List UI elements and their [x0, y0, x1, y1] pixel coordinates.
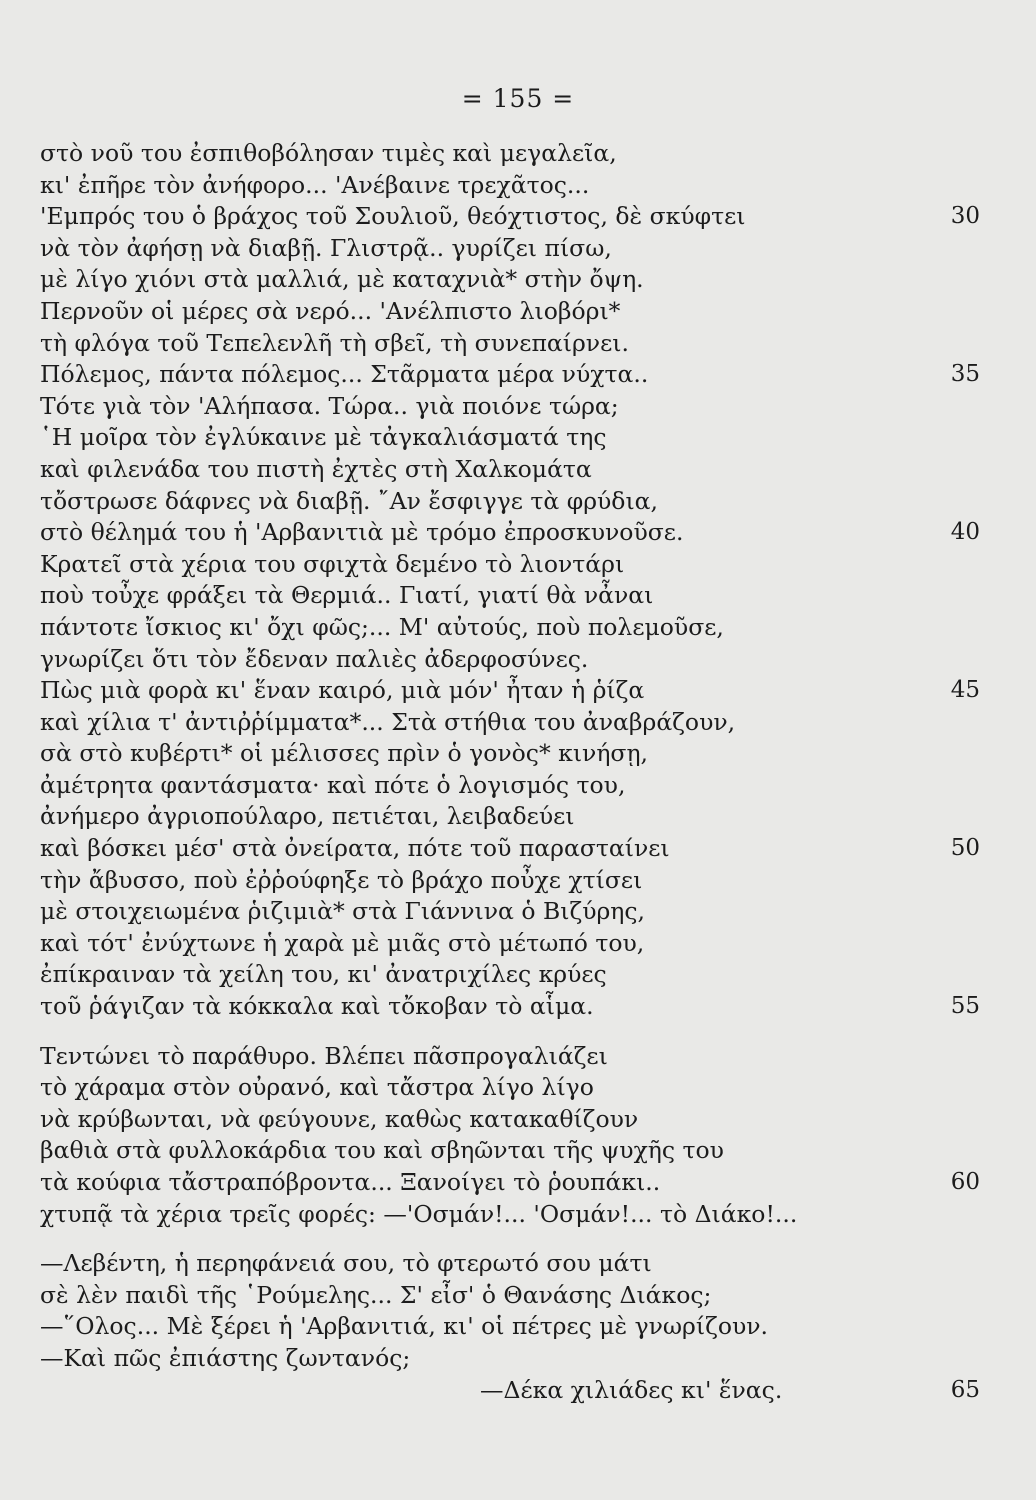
poem-line-text: ἀμέτρητα φαντάσματα· καὶ πότε ὁ λογισμός του, [40, 770, 626, 799]
poem-line [40, 264, 940, 296]
line-number: 55 [950, 993, 980, 1020]
poem-line [40, 738, 940, 770]
poem-line-text: Πὼς μιὰ φορὰ κι' ἕναν καιρό, μιὰ μόν' ἦταν ἡ ῥίζα [40, 676, 645, 705]
poem-line-text: νὰ κρύβωνται, νὰ φεύγουνε, καθὼς κατακαθίζουν [40, 1104, 639, 1133]
poem-line [40, 1343, 940, 1375]
poem-body [40, 138, 980, 1406]
line-number: 50 [950, 835, 980, 862]
poem-line [40, 707, 940, 739]
poem-line-text: πάντοτε ἴσκιος κι' ὄχι φῶς;... Μ' αὐτούς, ποὺ πολεμοῦσε, [40, 612, 724, 641]
poem-line [40, 1199, 940, 1231]
poem-line [40, 928, 940, 960]
poem-line-text: τὴν ἄβυσσο, ποὺ ἐῤῥούφηξε τὸ βράχο ποὖχε χτίσει [40, 865, 643, 894]
poem-line-text: βαθιὰ στὰ φυλλοκάρδια του καὶ σβηῶνται τῆς ψυχῆς του [40, 1136, 724, 1165]
poem-line [40, 1375, 980, 1407]
poem-line [40, 233, 940, 265]
poem-line [40, 549, 940, 581]
poem-line [40, 991, 980, 1023]
poem-line-text: Τότε γιὰ τὸν 'Αλήπασα. Τώρα.. γιὰ ποιόνε τώρα; [40, 391, 619, 420]
poem-line-text: καὶ τότ' ἐνύχτωνε ἡ χαρὰ μὲ μιᾶς στὸ μέτωπό του, [40, 928, 645, 957]
poem-line-text: ποὺ τοὖχε φράξει τὰ Θερμιά.. Γιατί, γιατί θὰ νἆναι [40, 581, 654, 610]
poem-line-text: —Καὶ πῶς ἐπιάστης ζωντανός; [40, 1343, 411, 1372]
line-number: 65 [950, 1376, 980, 1403]
poem-line [40, 959, 940, 991]
poem-line-text: —Λεβέντη, ἡ περηφάνειά σου, τὸ φτερωτό σου μάτι [40, 1249, 652, 1278]
poem-line-text: Πόλεμος, πάντα πόλεμος... Στᾶρματα μέρα νύχτα.. [40, 360, 649, 389]
poem-line [40, 580, 940, 612]
poem-line-text: ῾Η μοῖρα τὸν ἐγλύκαινε μὲ τἀγκαλιάσματά της [40, 423, 607, 452]
line-number: 35 [950, 361, 980, 388]
poem-line-text: μὲ λίγο χιόνι στὰ μαλλιά, μὲ καταχνιὰ* στὴν ὄψη. [40, 265, 644, 294]
poem-line [40, 328, 940, 360]
poem-line [40, 359, 980, 391]
poem-line [40, 675, 980, 707]
poem-line-text: νὰ τὸν ἀφήσῃ νὰ διαβῇ. Γλιστρᾷ.. γυρίζει πίσω, [40, 233, 612, 262]
poem-line [40, 1248, 940, 1280]
poem-line [40, 422, 940, 454]
poem-line [40, 1072, 940, 1104]
poem-line-text: —῞Ολος... Μὲ ξέρει ἡ 'Αρβανιτιά, κι' οἱ πέτρες μὲ γνωρίζουν. [40, 1312, 769, 1341]
poem-line-text: Κρατεῖ στὰ χέρια του σφιχτὰ δεμένο τὸ λιοντάρι [40, 549, 625, 578]
poem-line-text: γνωρίζει ὅτι τὸν ἔδεναν παλιὲς ἀδερφοσύνες. [40, 644, 589, 673]
poem-line-text: Τεντώνει τὸ παράθυρο. Βλέπει πᾶσπρογαλιάζει [40, 1041, 608, 1070]
poem-line-text: τὰ κούφια τἄστραπόβροντα... Ξανοίγει τὸ ῥουπάκι.. [40, 1168, 661, 1196]
poem-line [40, 644, 940, 676]
poem-line-text: σὰ στὸ κυβέρτι* οἱ μέλισσες πρὶν ὁ γονὸς* κινήσῃ, [40, 739, 649, 768]
poem-line-text: κι' ἐπῆρε τὸν ἀνήφορο... 'Ανέβαινε τρεχᾶτος... [40, 170, 590, 199]
poem-line-text: καὶ φιλενάδα του πιστὴ ἐχτὲς στὴ Χαλκομάτα [40, 454, 592, 483]
poem-line [40, 138, 940, 170]
poem-line [40, 1104, 940, 1136]
poem-line [40, 1041, 940, 1073]
line-number: 60 [950, 1169, 980, 1195]
poem-line-text: τὄστρωσε δάφνες νὰ διαβῇ. ῎Αν ἔσφιγγε τὰ φρύδια, [40, 486, 659, 515]
line-number: 45 [950, 677, 980, 704]
poem-line-text: καὶ βόσκει μέσ' στὰ ὀνείρατα, πότε τοῦ παρασταίνει [40, 834, 670, 863]
poem-line-text: ἀνήμερο ἀγριοπούλαρο, πετιέται, λειβαδεύει [40, 802, 575, 831]
poem-line-text: τὸ χάραμα στὸν οὐρανό, καὶ τἄστρα λίγο λίγο [40, 1073, 594, 1102]
poem-line [40, 896, 940, 928]
poem-line [40, 517, 980, 549]
poem-line [40, 612, 940, 644]
poem-line-text: χτυπᾷ τὰ χέρια τρεῖς φορές: —'Οσμάν!... 'Οσμάν!... τὸ Διάκο!... [40, 1199, 798, 1228]
poem-line-text: στὸ θέλημά του ἡ 'Αρβανιτιὰ μὲ τρόμο ἐπροσκυνοῦσε. [40, 518, 684, 547]
line-number: 40 [950, 519, 980, 546]
poem-line [40, 201, 980, 233]
poem-line [40, 833, 980, 865]
poem-line [40, 391, 940, 423]
poem-line-text: Περνοῦν οἱ μέρες σὰ νερό... 'Ανέλπιστο λιοβόρι* [40, 296, 621, 325]
poem-line-text: ἐπίκραιναν τὰ χείλη του, κι' ἀνατριχίλες κρύες [40, 960, 607, 989]
poem-line [40, 865, 940, 897]
page-number: = 155 = [461, 84, 575, 113]
poem-line [40, 1280, 940, 1312]
poem-line [40, 770, 940, 802]
poem-line [40, 1167, 980, 1199]
poem-line-text: καὶ χίλια τ' ἀντιῤῥίμματα*... Στὰ στήθια του ἀναβράζουν, [40, 707, 736, 736]
poem-line [40, 1135, 940, 1167]
poem-line [40, 801, 940, 833]
poem-line-text: μὲ στοιχειωμένα ῥιζιμιὰ* στὰ Γιάννινα ὁ Βιζύρης, [40, 897, 646, 926]
line-number: 30 [950, 203, 980, 230]
poem-line [40, 454, 940, 486]
poem-line [40, 170, 940, 202]
poem-line [40, 1311, 940, 1343]
poem-line-text: 'Εμπρός του ὁ βράχος τοῦ Σουλιοῦ, θεόχτιστος, δὲ σκύφτει [40, 202, 746, 231]
poem-line [40, 486, 940, 518]
poem-line-text: στὸ νοῦ του ἐσπιθοβόλησαν τιμὲς καὶ μεγαλεῖα, [40, 139, 617, 167]
poem-line-text: σὲ λὲν παιδὶ τῆς ῾Ρούμελης... Σ' εἶσ' ὁ Θανάσης Διάκος; [40, 1280, 712, 1309]
poem-line-text: —Δέκα χιλιάδες κι' ἕνας. [480, 1375, 783, 1404]
poem-line-text: τὴ φλόγα τοῦ Τεπελενλῆ τὴ σβεῖ, τὴ συνεπαίρνει. [40, 328, 629, 357]
poem-line [40, 296, 940, 328]
poem-line-text: τοῦ ῥάγιζαν τὰ κόκκαλα καὶ τὄκοβαν τὸ αἷμα. [40, 992, 594, 1021]
